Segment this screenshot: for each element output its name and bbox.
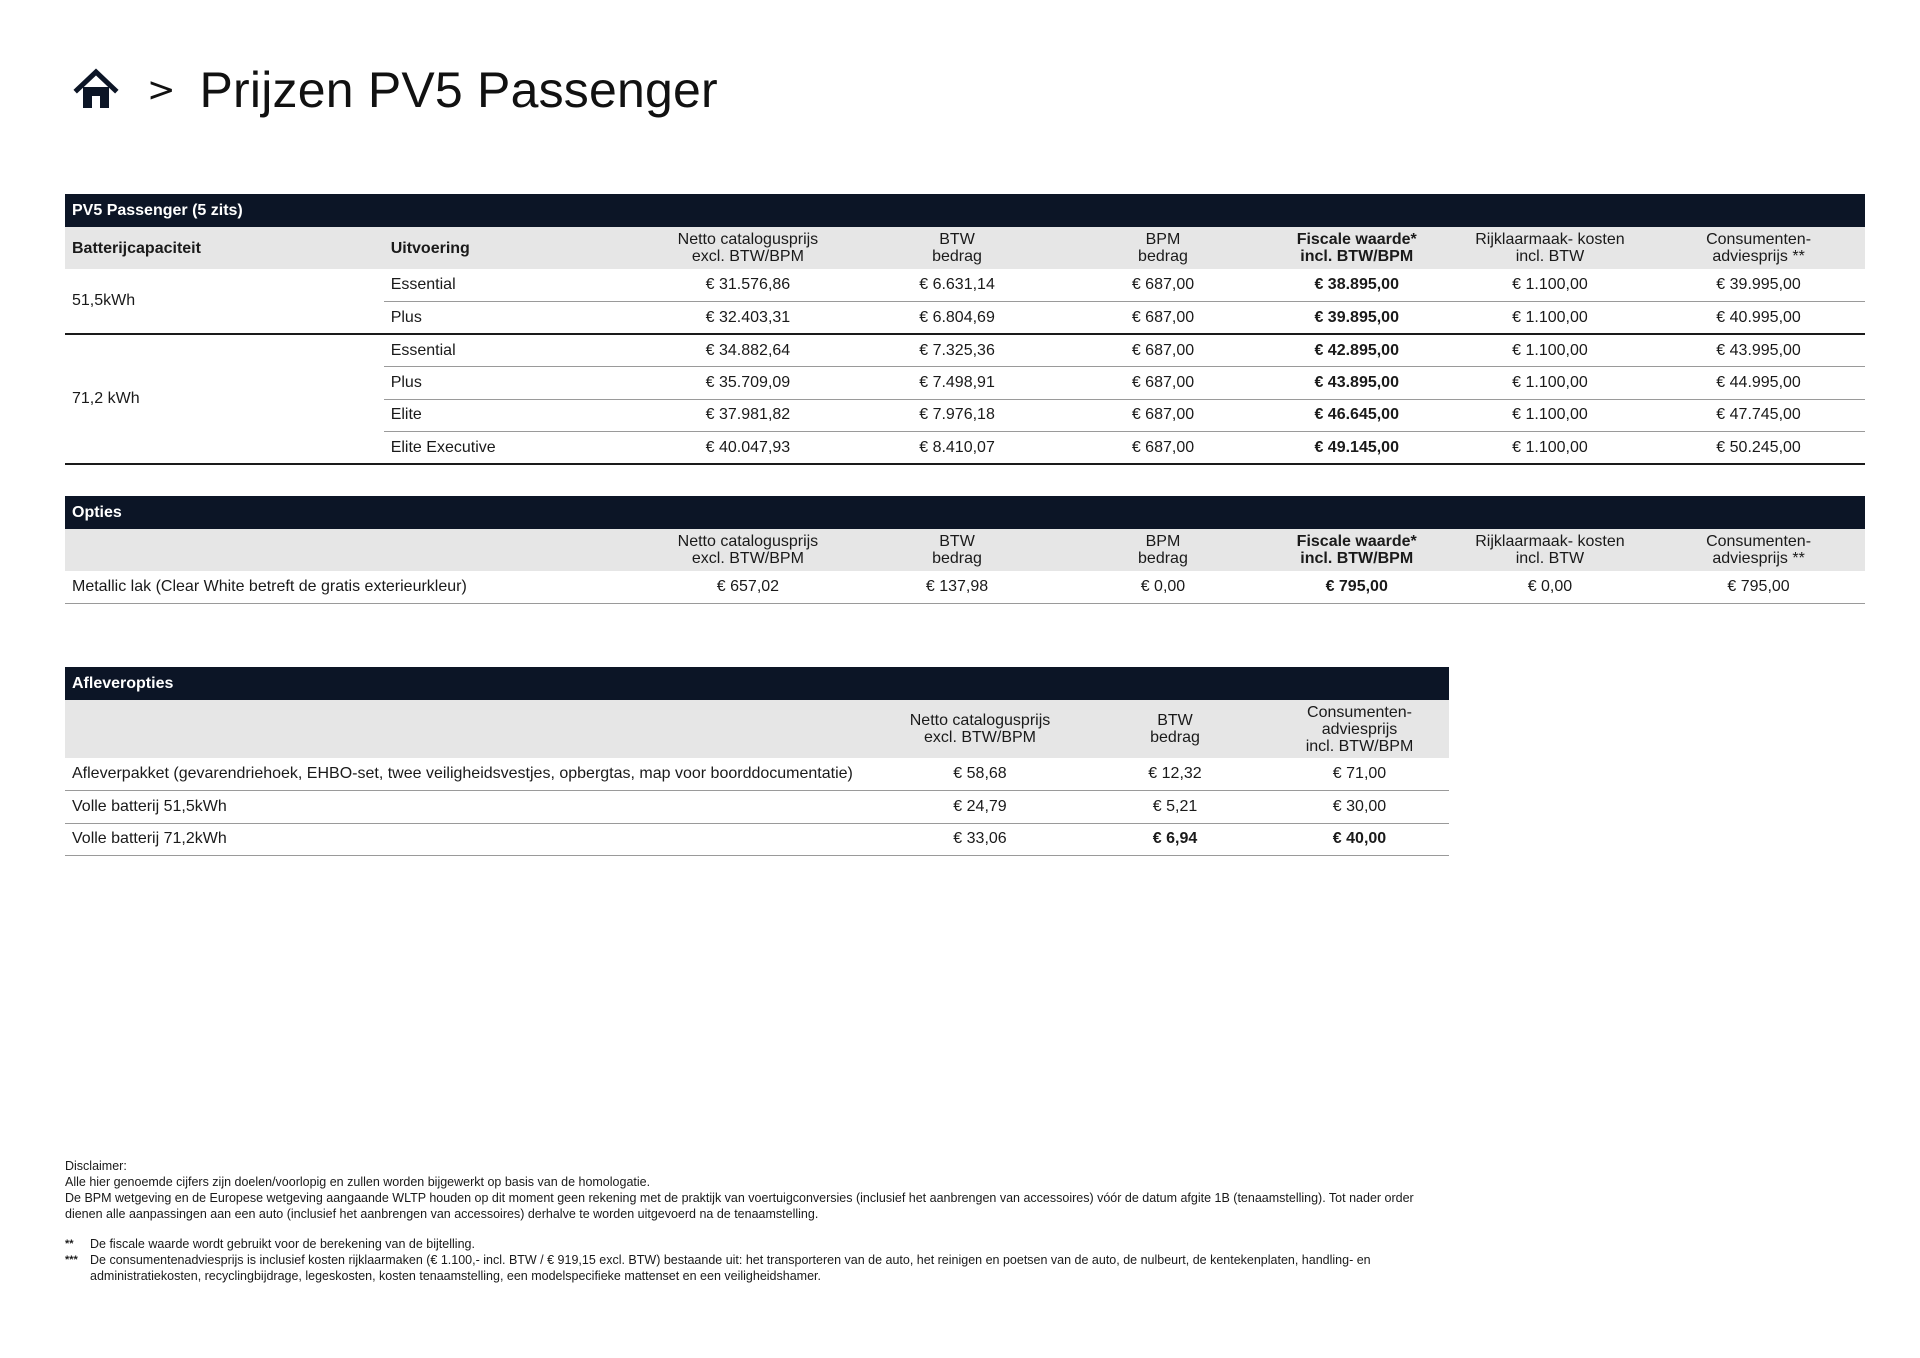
col-netto: Netto catalogusprijs excl. BTW/BPM bbox=[642, 227, 854, 269]
table-header-row bbox=[65, 529, 1865, 571]
page-title: Prijzen PV5 Passenger bbox=[199, 62, 718, 118]
col-rijklaar: Rijklaarmaak- kosten incl. BTW bbox=[1448, 227, 1652, 269]
options-table-section bbox=[65, 496, 1865, 604]
delivery-table-section bbox=[65, 667, 1449, 856]
home-icon[interactable] bbox=[73, 67, 119, 113]
consumer-cell: € 47.745,00 bbox=[1652, 399, 1865, 432]
rijklaar-cell: € 1.100,00 bbox=[1448, 269, 1652, 302]
col-label bbox=[65, 529, 642, 571]
col-consumer: Consumenten- adviesprijs ** bbox=[1652, 227, 1865, 269]
table-row bbox=[65, 823, 1449, 856]
btw-cell: € 6,94 bbox=[1080, 823, 1270, 856]
consumer-cell: € 44.995,00 bbox=[1652, 367, 1865, 400]
netto-cell: € 58,68 bbox=[880, 758, 1080, 791]
footnote-text: De fiscale waarde wordt gebruikt voor de berekening van de bijtelling. bbox=[90, 1237, 475, 1251]
consumer-cell: € 795,00 bbox=[1652, 571, 1865, 604]
netto-cell: € 40.047,93 bbox=[642, 432, 854, 465]
btw-cell: € 5,21 bbox=[1080, 791, 1270, 824]
delivery-table bbox=[65, 667, 1449, 856]
netto-cell: € 33,06 bbox=[880, 823, 1080, 856]
col-netto: Netto catalogusprijs excl. BTW/BPM bbox=[880, 700, 1080, 758]
btw-cell: € 8.410,07 bbox=[854, 432, 1060, 465]
col-btw: BTW bedrag bbox=[854, 227, 1060, 269]
table-row bbox=[65, 758, 1449, 791]
fiscal-cell: € 46.645,00 bbox=[1266, 399, 1448, 432]
breadcrumb-separator: > bbox=[147, 70, 176, 110]
rijklaar-cell: € 1.100,00 bbox=[1448, 302, 1652, 335]
btw-cell: € 137,98 bbox=[854, 571, 1060, 604]
disclaimer-line: De BPM wetgeving en de Europese wetgeving aangaande WLTP houden op dit moment geen rekening met de praktijk van voertuigconversies (inclusief het aanbrengen van accessoires) vóór de datum afgite 1B (tenaamstelling). Tot nader order dienen alle aanpassingen aan een auto (inclusief het aanbrengen van accessoires) derhalve te worden uitgevoerd na de tenaamstelling. bbox=[65, 1191, 1414, 1221]
table-row bbox=[65, 334, 1865, 367]
fiscal-cell: € 795,00 bbox=[1266, 571, 1448, 604]
table-header-row bbox=[65, 700, 1449, 758]
trim-cell: Essential bbox=[384, 334, 642, 367]
bpm-cell: € 687,00 bbox=[1060, 399, 1265, 432]
col-netto: Netto catalogusprijs excl. BTW/BPM bbox=[642, 529, 854, 571]
rijklaar-cell: € 1.100,00 bbox=[1448, 367, 1652, 400]
btw-cell: € 6.631,14 bbox=[854, 269, 1060, 302]
trim-cell: Plus bbox=[384, 302, 642, 335]
battery-cell: 71,2 kWh bbox=[65, 334, 384, 464]
bpm-cell: € 687,00 bbox=[1060, 302, 1265, 335]
footnote bbox=[65, 1236, 1415, 1252]
delivery-label: Volle batterij 71,2kWh bbox=[65, 823, 880, 856]
consumer-cell: € 30,00 bbox=[1270, 791, 1449, 824]
page-header bbox=[73, 60, 718, 120]
table-title: PV5 Passenger (5 zits) bbox=[65, 194, 1865, 227]
netto-cell: € 657,02 bbox=[642, 571, 854, 604]
price-table bbox=[65, 194, 1865, 465]
delivery-label: Afleverpakket (gevarendriehoek, EHBO-set, twee veiligheidsvestjes, opbergtas, map voor boorddocumentatie) bbox=[65, 758, 880, 791]
trim-cell: Elite bbox=[384, 399, 642, 432]
col-bpm: BPM bedrag bbox=[1060, 227, 1265, 269]
disclaimer bbox=[65, 1158, 1415, 1284]
table-header-row bbox=[65, 227, 1865, 269]
delivery-label: Volle batterij 51,5kWh bbox=[65, 791, 880, 824]
table-title: Opties bbox=[65, 496, 1865, 529]
btw-cell: € 6.804,69 bbox=[854, 302, 1060, 335]
battery-cell: 51,5kWh bbox=[65, 269, 384, 334]
options-table bbox=[65, 496, 1865, 604]
table-row bbox=[65, 269, 1865, 302]
trim-cell: Elite Executive bbox=[384, 432, 642, 465]
option-label: Metallic lak (Clear White betreft de gratis exterieurkleur) bbox=[65, 571, 642, 604]
fiscal-cell: € 43.895,00 bbox=[1266, 367, 1448, 400]
fiscal-cell: € 49.145,00 bbox=[1266, 432, 1448, 465]
footnote-mark: ** bbox=[65, 1238, 74, 1250]
fiscal-cell: € 39.895,00 bbox=[1266, 302, 1448, 335]
col-fiscal: Fiscale waarde* incl. BTW/BPM bbox=[1266, 227, 1448, 269]
bpm-cell: € 687,00 bbox=[1060, 432, 1265, 465]
col-btw: BTW bedrag bbox=[854, 529, 1060, 571]
consumer-cell: € 43.995,00 bbox=[1652, 334, 1865, 367]
footnote-mark: *** bbox=[65, 1254, 78, 1266]
btw-cell: € 12,32 bbox=[1080, 758, 1270, 791]
trim-cell: Essential bbox=[384, 269, 642, 302]
rijklaar-cell: € 1.100,00 bbox=[1448, 399, 1652, 432]
consumer-cell: € 40.995,00 bbox=[1652, 302, 1865, 335]
price-table-section bbox=[65, 194, 1865, 465]
col-consumer: Consumenten- adviesprijs incl. BTW/BPM bbox=[1270, 700, 1449, 758]
consumer-cell: € 40,00 bbox=[1270, 823, 1449, 856]
col-bpm: BPM bedrag bbox=[1060, 529, 1265, 571]
trim-cell: Plus bbox=[384, 367, 642, 400]
bpm-cell: € 687,00 bbox=[1060, 367, 1265, 400]
btw-cell: € 7.325,36 bbox=[854, 334, 1060, 367]
bpm-cell: € 0,00 bbox=[1060, 571, 1265, 604]
netto-cell: € 32.403,31 bbox=[642, 302, 854, 335]
col-btw: BTW bedrag bbox=[1080, 700, 1270, 758]
col-label bbox=[65, 700, 880, 758]
bpm-cell: € 687,00 bbox=[1060, 269, 1265, 302]
bpm-cell: € 687,00 bbox=[1060, 334, 1265, 367]
btw-cell: € 7.976,18 bbox=[854, 399, 1060, 432]
col-consumer: Consumenten- adviesprijs ** bbox=[1652, 529, 1865, 571]
netto-cell: € 37.981,82 bbox=[642, 399, 854, 432]
col-trim: Uitvoering bbox=[384, 227, 642, 269]
netto-cell: € 24,79 bbox=[880, 791, 1080, 824]
col-rijklaar: Rijklaarmaak- kosten incl. BTW bbox=[1448, 529, 1652, 571]
disclaimer-line: Alle hier genoemde cijfers zijn doelen/voorlopig en zullen worden bijgewerkt op basis van de homologatie. bbox=[65, 1175, 651, 1189]
col-battery: Batterijcapaciteit bbox=[65, 227, 384, 269]
rijklaar-cell: € 1.100,00 bbox=[1448, 334, 1652, 367]
consumer-cell: € 50.245,00 bbox=[1652, 432, 1865, 465]
fiscal-cell: € 42.895,00 bbox=[1266, 334, 1448, 367]
consumer-cell: € 71,00 bbox=[1270, 758, 1449, 791]
rijklaar-cell: € 1.100,00 bbox=[1448, 432, 1652, 465]
footnote bbox=[65, 1252, 1415, 1284]
netto-cell: € 35.709,09 bbox=[642, 367, 854, 400]
table-title: Afleveropties bbox=[65, 667, 1449, 700]
footnote-text: De consumentenadviesprijs is inclusief kosten rijklaarmaken (€ 1.100,- incl. BTW / € 919,15 excl. BTW) bestaande uit: het transporteren van de auto, het reinigen en poetsen van de auto, de nulbeurt, de kentekenplaten, handling- en administratiekosten, recyclingbijdrage, legeskosten, kosten tenaamstelling, een modelspecifieke mattenset en een veiligheidshamer. bbox=[90, 1253, 1371, 1283]
consumer-cell: € 39.995,00 bbox=[1652, 269, 1865, 302]
btw-cell: € 7.498,91 bbox=[854, 367, 1060, 400]
disclaimer-title: Disclaimer: bbox=[65, 1159, 127, 1173]
fiscal-cell: € 38.895,00 bbox=[1266, 269, 1448, 302]
table-row bbox=[65, 571, 1865, 604]
netto-cell: € 34.882,64 bbox=[642, 334, 854, 367]
table-row bbox=[65, 791, 1449, 824]
col-fiscal: Fiscale waarde* incl. BTW/BPM bbox=[1266, 529, 1448, 571]
netto-cell: € 31.576,86 bbox=[642, 269, 854, 302]
rijklaar-cell: € 0,00 bbox=[1448, 571, 1652, 604]
